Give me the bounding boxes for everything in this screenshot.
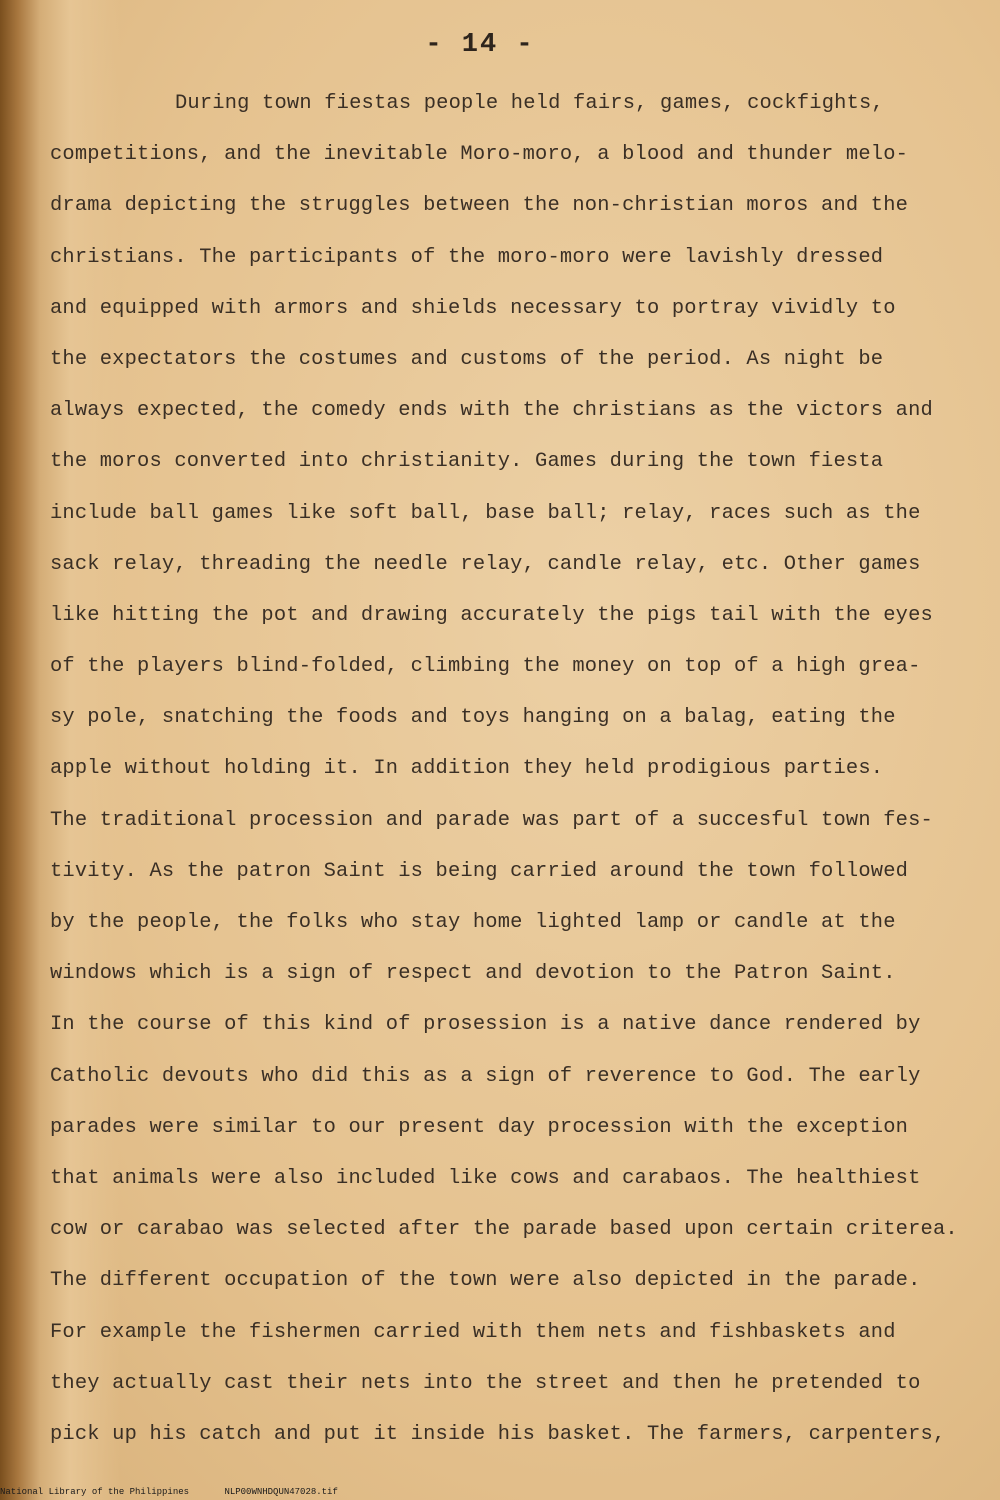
body-text <box>50 78 980 1460</box>
text-line: Catholic devouts who did this as a sign of reverence to God. The early <box>50 1064 921 1088</box>
text-line: christians. The participants of the moro-moro were lavishly dressed <box>50 245 884 269</box>
text-line: In the course of this kind of prosession is a native dance rendered by <box>50 1013 921 1037</box>
text-line: the expectators the costumes and customs of the period. As night be <box>50 347 884 371</box>
text-line: sy pole, snatching the foods and toys hanging on a balag, eating the <box>50 706 896 730</box>
text-line: like hitting the pot and drawing accurately the pigs tail with the eyes <box>50 603 933 627</box>
text-line: The different occupation of the town were also depicted in the parade. <box>50 1269 921 1293</box>
text-line: tivity. As the patron Saint is being carried around the town followed <box>50 859 909 883</box>
text-line: windows which is a sign of respect and devotion to the Patron Saint. <box>50 962 896 986</box>
text-line: drama depicting the struggles between the non-christian moros and the <box>50 194 909 218</box>
text-line: competitions, and the inevitable Moro-moro, a blood and thunder melo- <box>50 143 909 167</box>
text-line: The traditional procession and parade was part of a succesful town fes- <box>50 808 933 832</box>
file-name: NLP00WNHDQUN47028.tif <box>224 1487 338 1497</box>
text-line: the moros converted into christianity. Games during the town fiesta <box>50 450 884 474</box>
page-number: - 14 - <box>425 30 535 60</box>
text-line: For example the fishermen carried with them nets and fishbaskets and <box>50 1320 896 1344</box>
text-line: always expected, the comedy ends with the christians as the victors and <box>50 399 933 423</box>
library-credit: National Library of the Philippines <box>0 1487 190 1497</box>
text-line: include ball games like soft ball, base ball; relay, races such as the <box>50 501 921 525</box>
text-line: that animals were also included like cows and carabaos. The healthiest <box>50 1166 921 1190</box>
text-line: cow or carabao was selected after the parade based upon certain criterea. <box>50 1218 958 1242</box>
text-line: and equipped with armors and shields necessary to portray vividly to <box>50 296 896 320</box>
text-line: sack relay, threading the needle relay, candle relay, etc. Other games <box>50 552 921 576</box>
text-line: they actually cast their nets into the street and then he pretended to <box>50 1371 921 1395</box>
text-line: by the people, the folks who stay home lighted lamp or candle at the <box>50 911 896 934</box>
text-line: During town fiestas people held fairs, games, cockfights, <box>175 92 884 115</box>
text-line: apple without holding it. In addition they held prodigious parties. <box>50 757 884 781</box>
text-line: of the players blind-folded, climbing the money on top of a high grea- <box>50 655 921 679</box>
text-line: pick up his catch and put it inside his basket. The farmers, carpenters, <box>50 1422 946 1446</box>
text-line: parades were similar to our present day procession with the exception <box>50 1115 909 1139</box>
scan-footer <box>0 1487 368 1497</box>
